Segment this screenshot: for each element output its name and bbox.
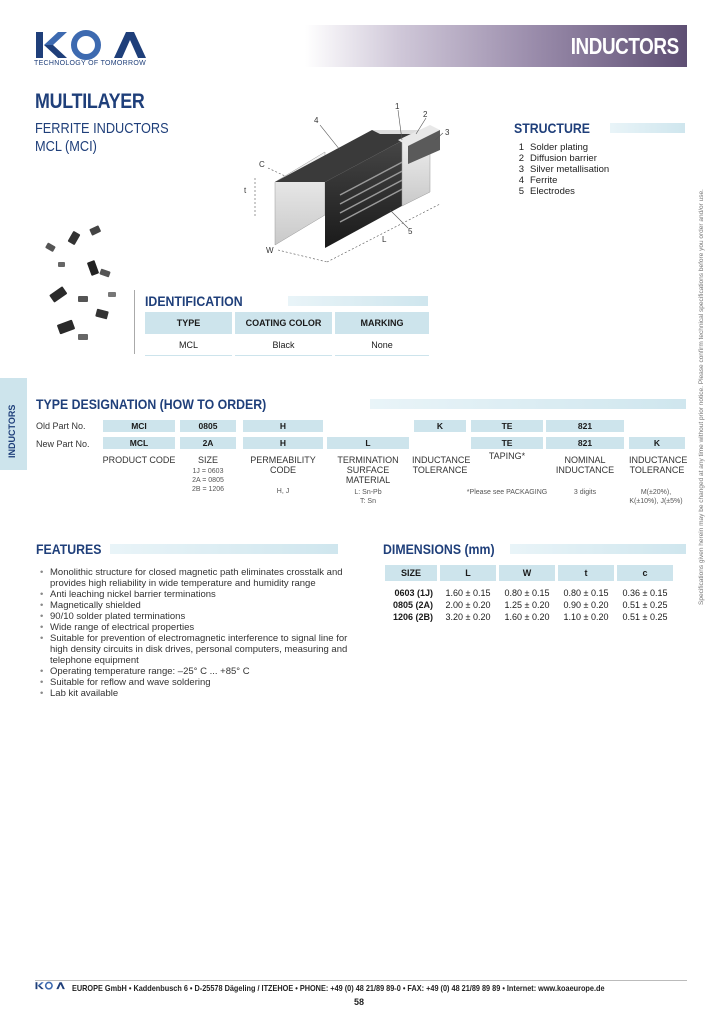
feature-item: • Lab kit available — [38, 688, 358, 699]
dimensions-title: DIMENSIONS (mm) — [383, 541, 495, 557]
feature-item: • Monolithic structure for closed magnetic path eliminates crosstalk and provides high reliability in wide temperature and humidity range — [38, 567, 358, 589]
dim-l: L — [382, 235, 387, 244]
footer-divider — [35, 980, 687, 981]
new-part-term: L — [327, 437, 409, 449]
features-title: FEATURES — [36, 541, 102, 557]
structure-item: 2 Diffusion barrier — [518, 153, 597, 164]
structure-item: 1 Solder plating — [518, 142, 589, 153]
desc-tolerance-opt: K(±10%), J(±5%) — [629, 498, 683, 505]
product-title: MULTILAYER — [35, 90, 145, 113]
feature-item: • Operating temperature range: –25° C ... +85° C — [38, 666, 358, 677]
identification-table — [142, 312, 432, 356]
feature-item: • Suitable for prevention of electromagnetic interference to signal line for high density circuits in disk drives, personal computers, measuring and telephone equipment — [38, 633, 358, 666]
dim-w: W — [266, 246, 274, 255]
side-tab-label: INDUCTORS — [7, 404, 17, 458]
new-part-tol: K — [629, 437, 685, 449]
callout-2: 2 — [423, 110, 428, 119]
desc-permeability-val: H, J — [276, 488, 290, 495]
component-drawing — [230, 100, 490, 275]
desc-taping-note: *Please see PACKAGING — [466, 489, 548, 496]
old-part-nominal: 821 — [546, 420, 624, 432]
type-designation-title-bar — [370, 399, 686, 409]
old-part-size: 0805 — [180, 420, 236, 432]
new-part-perm: H — [243, 437, 323, 449]
desc-inductance-tolerance: INDUCTANCE TOLERANCE — [412, 455, 471, 475]
id-header-color: COATING COLOR — [235, 312, 332, 334]
old-part-label: Old Part No. — [36, 421, 86, 431]
category-title: INDUCTORS — [570, 33, 679, 59]
old-part-taping: TE — [471, 420, 543, 432]
dim-row: 0603 (1J) 1.60 ± 0.15 0.80 ± 0.15 0.80 ± 0.15 0.36 ± 0.15 — [394, 588, 668, 598]
product-series: MCL (MCI) — [35, 138, 97, 155]
feature-item: • 90/10 solder plated terminations — [38, 611, 358, 622]
side-tab — [0, 378, 27, 470]
id-header-marking: MARKING — [335, 312, 429, 334]
divider — [134, 290, 135, 354]
id-cell-color: Black — [235, 334, 332, 356]
desc-nominal: NOMINAL INDUCTANCE — [555, 455, 615, 475]
id-cell-type: MCL — [145, 334, 232, 356]
structure-item: 3 Silver metallisation — [518, 164, 610, 175]
desc-permeability: PERMEABILITY CODE — [250, 455, 316, 475]
feature-item: • Magnetically shielded — [38, 600, 358, 611]
new-part-size: 2A — [180, 437, 236, 449]
category-banner — [305, 25, 687, 67]
identification-title-bar — [288, 296, 428, 306]
old-part-code: MCI — [103, 420, 175, 432]
structure-title: STRUCTURE — [514, 120, 590, 136]
id-cell-marking: None — [335, 334, 429, 356]
dim-row: 1206 (2B) 3.20 ± 0.20 1.60 ± 0.20 1.10 ± 0.20 0.51 ± 0.25 — [392, 612, 668, 622]
new-part-code: MCL — [103, 437, 175, 449]
dim-header-size: SIZE — [385, 565, 437, 581]
old-part-perm: H — [243, 420, 323, 432]
dim-header-c: c — [617, 565, 673, 581]
id-header-type: TYPE — [145, 312, 232, 334]
feature-item: • Suitable for reflow and wave soldering — [38, 677, 358, 688]
callout-3: 3 — [445, 128, 450, 137]
structure-item: 5 Electrodes — [518, 186, 575, 197]
dim-c: C — [259, 160, 265, 169]
dim-t: t — [244, 186, 247, 195]
dim-header-t: t — [558, 565, 614, 581]
feature-item: • Wide range of electrical properties — [38, 622, 358, 633]
desc-taping: TAPING* — [488, 451, 526, 461]
desc-product-code: PRODUCT CODE — [102, 455, 176, 465]
disclaimer-text: Specifications given herein may be changed at any time without prior notice. Please confirm technical specifications before you order and/or use. — [698, 189, 705, 605]
chip-samples-image — [38, 222, 138, 352]
dimensions-title-bar — [510, 544, 686, 554]
footer-koa-logo — [35, 981, 67, 993]
page-number: 58 — [354, 997, 365, 1007]
callout-4: 4 — [314, 116, 319, 125]
disclaimer-note — [698, 189, 708, 605]
desc-termination: TERMINATION SURFACE MATERIAL — [337, 455, 399, 485]
product-subtitle: FERRITE INDUCTORS — [35, 120, 169, 137]
footer-contact: EUROPE GmbH • Kaddenbusch 6 • D-25578 Dägeling / ITZEHOE • PHONE: +49 (0) 48 21/89 89-0 • FAX: +49 (0) 48 21/89 89 89 • Internet: www.koaeurope.de — [72, 983, 605, 993]
desc-inductance-tolerance-2: INDUCTANCE TOLERANCE — [629, 455, 688, 475]
feature-item: • Anti leaching nickel barrier terminations — [38, 589, 358, 600]
desc-nominal-val: 3 digits — [573, 489, 597, 496]
identification-title: IDENTIFICATION — [145, 293, 243, 309]
desc-size-opt: 2A = 0805 — [192, 477, 224, 484]
dim-header-l: L — [440, 565, 496, 581]
features-list — [38, 567, 358, 699]
dim-header-w: W — [499, 565, 555, 581]
desc-termination-opt: T: Sn — [360, 498, 376, 505]
logo-tagline: TECHNOLOGY OF TOMORROW — [34, 60, 146, 67]
desc-termination-opt: L: Sn-Pb — [354, 489, 382, 496]
desc-tolerance-opt: M(±20%), — [640, 489, 672, 496]
callout-5: 5 — [408, 227, 413, 236]
desc-size: SIZE — [197, 455, 218, 465]
new-part-taping: TE — [471, 437, 543, 449]
dim-row: 0805 (2A) 2.00 ± 0.20 1.25 ± 0.20 0.90 ± 0.20 0.51 ± 0.25 — [392, 600, 668, 610]
new-part-nominal: 821 — [546, 437, 624, 449]
desc-size-opt: 2B = 1206 — [191, 486, 225, 493]
callout-1: 1 — [395, 102, 400, 111]
dimensions-table — [382, 565, 676, 623]
structure-list — [514, 142, 609, 197]
features-title-bar — [110, 544, 338, 554]
new-part-label: New Part No. — [36, 439, 90, 449]
type-designation-title: TYPE DESIGNATION (HOW TO ORDER) — [36, 396, 267, 412]
structure-title-bar — [610, 123, 685, 133]
old-part-tol: K — [414, 420, 466, 432]
structure-item: 4 Ferrite — [518, 175, 558, 186]
desc-size-opt: 1J = 0603 — [192, 468, 224, 475]
